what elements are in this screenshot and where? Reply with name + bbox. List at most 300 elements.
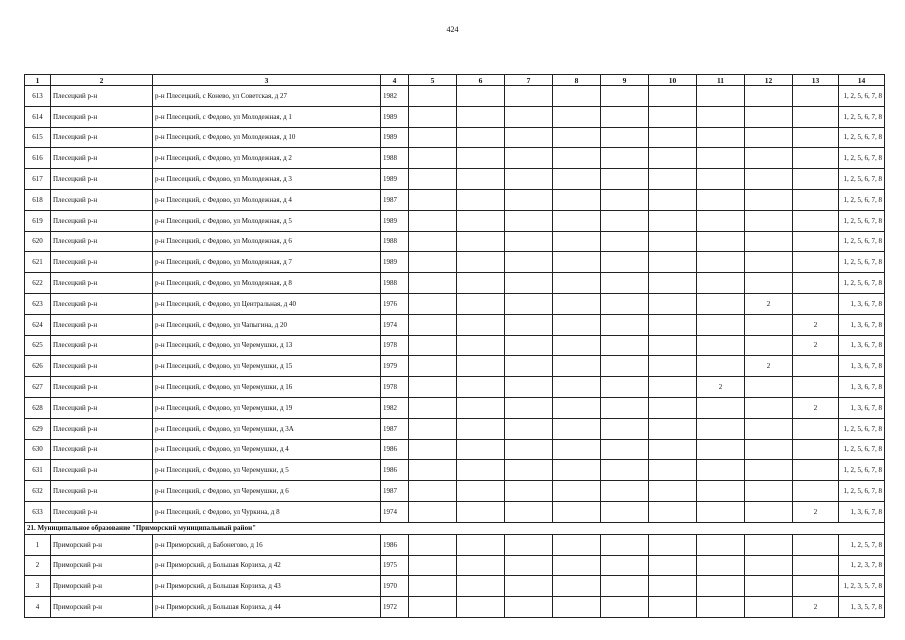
col-11-cell xyxy=(697,335,745,356)
col-14-cell: 1, 2, 5, 6, 7, 8 xyxy=(839,439,885,460)
empty-cell-col-9 xyxy=(601,460,649,481)
row-number-cell: 4 xyxy=(25,597,51,618)
col-13-cell xyxy=(793,377,839,398)
empty-cell-col-10 xyxy=(649,293,697,314)
address-cell: р-н Плесецкий, с Федово, ул Молодежная, д 6 xyxy=(153,231,381,252)
empty-cell-col-10 xyxy=(649,377,697,398)
col-11-cell xyxy=(697,576,745,597)
empty-cell-col-6 xyxy=(457,86,505,107)
year-cell: 1988 xyxy=(381,273,409,294)
address-cell: р-н Плесецкий, с Федово, ул Черемушки, д 6 xyxy=(153,481,381,502)
col-14-cell: 1, 2, 5, 6, 7, 8 xyxy=(839,106,885,127)
address-cell: р-н Плесецкий, с Федово, ул Черемушки, д 19 xyxy=(153,397,381,418)
empty-cell-col-10 xyxy=(649,356,697,377)
district-cell: Плесецкий р-н xyxy=(51,397,153,418)
empty-cell-col-9 xyxy=(601,210,649,231)
address-cell: р-н Приморский, д Большая Корзиха, д 42 xyxy=(153,555,381,576)
col-11-cell xyxy=(697,314,745,335)
empty-cell-col-7 xyxy=(505,127,553,148)
district-cell: Плесецкий р-н xyxy=(51,356,153,377)
empty-cell-col-8 xyxy=(553,148,601,169)
empty-cell-col-7 xyxy=(505,534,553,555)
empty-cell-col-7 xyxy=(505,169,553,190)
table-row xyxy=(25,127,885,148)
col-14-cell: 1, 2, 5, 6, 7, 8 xyxy=(839,127,885,148)
table-row xyxy=(25,377,885,398)
col-11-cell xyxy=(697,481,745,502)
empty-cell-col-8 xyxy=(553,252,601,273)
empty-cell-col-6 xyxy=(457,460,505,481)
empty-cell-col-9 xyxy=(601,148,649,169)
empty-cell-col-6 xyxy=(457,555,505,576)
empty-cell-col-5 xyxy=(409,377,457,398)
col-14-cell: 1, 2, 5, 7, 8 xyxy=(839,534,885,555)
empty-cell-col-9 xyxy=(601,377,649,398)
empty-cell-col-5 xyxy=(409,231,457,252)
empty-cell-col-6 xyxy=(457,356,505,377)
row-number-cell: 621 xyxy=(25,252,51,273)
col-12-cell: 2 xyxy=(745,293,793,314)
empty-cell-col-10 xyxy=(649,314,697,335)
empty-cell-col-5 xyxy=(409,576,457,597)
col-14-cell: 1, 3, 6, 7, 8 xyxy=(839,397,885,418)
address-cell: р-н Плесецкий, с Федово, ул Молодежная, д 3 xyxy=(153,169,381,190)
column-header-10: 10 xyxy=(649,75,697,86)
row-number-cell: 618 xyxy=(25,189,51,210)
district-cell: Плесецкий р-н xyxy=(51,127,153,148)
col-14-cell: 1, 3, 6, 7, 8 xyxy=(839,293,885,314)
col-14-cell: 1, 3, 5, 7, 8 xyxy=(839,597,885,618)
empty-cell-col-9 xyxy=(601,86,649,107)
empty-cell-col-9 xyxy=(601,481,649,502)
column-header-13: 13 xyxy=(793,75,839,86)
column-header-5: 5 xyxy=(409,75,457,86)
row-number-cell: 630 xyxy=(25,439,51,460)
empty-cell-col-10 xyxy=(649,576,697,597)
empty-cell-col-8 xyxy=(553,169,601,190)
col-13-cell xyxy=(793,127,839,148)
empty-cell-col-10 xyxy=(649,127,697,148)
district-cell: Приморский р-н xyxy=(51,555,153,576)
col-13-cell xyxy=(793,576,839,597)
empty-cell-col-6 xyxy=(457,597,505,618)
address-cell: р-н Плесецкий, с Федово, ул Молодежная, д 7 xyxy=(153,252,381,273)
empty-cell-col-10 xyxy=(649,534,697,555)
district-cell: Плесецкий р-н xyxy=(51,148,153,169)
table-row xyxy=(25,210,885,231)
empty-cell-col-5 xyxy=(409,106,457,127)
table-row xyxy=(25,293,885,314)
empty-cell-col-9 xyxy=(601,127,649,148)
empty-cell-col-7 xyxy=(505,439,553,460)
empty-cell-col-10 xyxy=(649,481,697,502)
year-cell: 1987 xyxy=(381,481,409,502)
row-number-cell: 617 xyxy=(25,169,51,190)
column-number-header-row xyxy=(25,75,885,86)
address-cell: р-н Плесецкий, с Федово, ул Черемушки, д 15 xyxy=(153,356,381,377)
address-cell: р-н Приморский, д Большая Корзиха, д 43 xyxy=(153,576,381,597)
col-13-cell xyxy=(793,439,839,460)
empty-cell-col-8 xyxy=(553,273,601,294)
col-14-cell: 1, 2, 5, 6, 7, 8 xyxy=(839,169,885,190)
year-cell: 1982 xyxy=(381,86,409,107)
column-header-11: 11 xyxy=(697,75,745,86)
empty-cell-col-5 xyxy=(409,293,457,314)
col-13-cell: 2 xyxy=(793,397,839,418)
empty-cell-col-8 xyxy=(553,534,601,555)
empty-cell-col-8 xyxy=(553,189,601,210)
empty-cell-col-9 xyxy=(601,252,649,273)
col-14-cell: 1, 3, 6, 7, 8 xyxy=(839,356,885,377)
column-header-2: 2 xyxy=(51,75,153,86)
year-cell: 1972 xyxy=(381,597,409,618)
empty-cell-col-6 xyxy=(457,252,505,273)
table-row xyxy=(25,439,885,460)
empty-cell-col-7 xyxy=(505,418,553,439)
year-cell: 1989 xyxy=(381,106,409,127)
empty-cell-col-5 xyxy=(409,86,457,107)
empty-cell-col-7 xyxy=(505,377,553,398)
column-header-12: 12 xyxy=(745,75,793,86)
empty-cell-col-10 xyxy=(649,555,697,576)
empty-cell-col-8 xyxy=(553,501,601,522)
column-header-7: 7 xyxy=(505,75,553,86)
empty-cell-col-6 xyxy=(457,231,505,252)
empty-cell-col-9 xyxy=(601,169,649,190)
col-14-cell: 1, 3, 6, 7, 8 xyxy=(839,377,885,398)
address-cell: р-н Плесецкий, с Федово, ул Молодежная, д 2 xyxy=(153,148,381,169)
col-13-cell xyxy=(793,169,839,190)
col-14-cell: 1, 2, 5, 6, 7, 8 xyxy=(839,210,885,231)
empty-cell-col-8 xyxy=(553,86,601,107)
row-number-cell: 1 xyxy=(25,534,51,555)
empty-cell-col-5 xyxy=(409,534,457,555)
address-cell: р-н Плесецкий, с Федово, ул Молодежная, д 8 xyxy=(153,273,381,294)
empty-cell-col-6 xyxy=(457,397,505,418)
column-header-8: 8 xyxy=(553,75,601,86)
empty-cell-col-5 xyxy=(409,169,457,190)
year-cell: 1988 xyxy=(381,148,409,169)
address-cell: р-н Плесецкий, с Федово, ул Молодежная, д 1 xyxy=(153,106,381,127)
col-11-cell xyxy=(697,273,745,294)
empty-cell-col-10 xyxy=(649,439,697,460)
col-12-cell xyxy=(745,273,793,294)
district-cell: Плесецкий р-н xyxy=(51,293,153,314)
empty-cell-col-7 xyxy=(505,501,553,522)
year-cell: 1989 xyxy=(381,252,409,273)
empty-cell-col-5 xyxy=(409,356,457,377)
empty-cell-col-5 xyxy=(409,481,457,502)
address-cell: р-н Плесецкий, с Федово, ул Чуркина, д 8 xyxy=(153,501,381,522)
row-number-cell: 620 xyxy=(25,231,51,252)
col-12-cell xyxy=(745,597,793,618)
empty-cell-col-5 xyxy=(409,273,457,294)
col-12-cell xyxy=(745,460,793,481)
col-14-cell: 1, 2, 5, 6, 7, 8 xyxy=(839,273,885,294)
year-cell: 1986 xyxy=(381,534,409,555)
empty-cell-col-7 xyxy=(505,273,553,294)
table-row xyxy=(25,252,885,273)
empty-cell-col-8 xyxy=(553,293,601,314)
empty-cell-col-7 xyxy=(505,314,553,335)
col-12-cell xyxy=(745,377,793,398)
empty-cell-col-5 xyxy=(409,439,457,460)
col-11-cell xyxy=(697,210,745,231)
empty-cell-col-10 xyxy=(649,210,697,231)
table-row xyxy=(25,356,885,377)
row-number-cell: 614 xyxy=(25,106,51,127)
col-12-cell xyxy=(745,127,793,148)
table-row xyxy=(25,555,885,576)
col-11-cell xyxy=(697,106,745,127)
col-11-cell xyxy=(697,169,745,190)
empty-cell-col-7 xyxy=(505,106,553,127)
col-13-cell xyxy=(793,555,839,576)
col-13-cell xyxy=(793,86,839,107)
address-cell: р-н Плесецкий, с Федово, ул Молодежная, д 4 xyxy=(153,189,381,210)
col-12-cell xyxy=(745,86,793,107)
row-number-cell: 627 xyxy=(25,377,51,398)
col-11-cell xyxy=(697,439,745,460)
year-cell: 1976 xyxy=(381,293,409,314)
empty-cell-col-7 xyxy=(505,189,553,210)
empty-cell-col-9 xyxy=(601,314,649,335)
table-row xyxy=(25,397,885,418)
empty-cell-col-8 xyxy=(553,314,601,335)
empty-cell-col-9 xyxy=(601,501,649,522)
col-11-cell xyxy=(697,86,745,107)
empty-cell-col-6 xyxy=(457,534,505,555)
col-12-cell xyxy=(745,481,793,502)
col-13-cell xyxy=(793,273,839,294)
table-body xyxy=(25,86,885,618)
empty-cell-col-7 xyxy=(505,481,553,502)
column-header-6: 6 xyxy=(457,75,505,86)
column-header-14: 14 xyxy=(839,75,885,86)
table-row xyxy=(25,273,885,294)
empty-cell-col-10 xyxy=(649,252,697,273)
row-number-cell: 625 xyxy=(25,335,51,356)
empty-cell-col-7 xyxy=(505,210,553,231)
empty-cell-col-6 xyxy=(457,169,505,190)
empty-cell-col-8 xyxy=(553,439,601,460)
col-13-cell xyxy=(793,252,839,273)
col-11-cell xyxy=(697,460,745,481)
empty-cell-col-5 xyxy=(409,189,457,210)
empty-cell-col-7 xyxy=(505,576,553,597)
table-row xyxy=(25,106,885,127)
column-header-1: 1 xyxy=(25,75,51,86)
empty-cell-col-9 xyxy=(601,439,649,460)
col-11-cell xyxy=(697,597,745,618)
col-12-cell xyxy=(745,534,793,555)
address-cell: р-н Приморский, д Бабонегово, д 16 xyxy=(153,534,381,555)
empty-cell-col-5 xyxy=(409,397,457,418)
empty-cell-col-8 xyxy=(553,356,601,377)
year-cell: 1970 xyxy=(381,576,409,597)
district-cell: Плесецкий р-н xyxy=(51,106,153,127)
district-cell: Плесецкий р-н xyxy=(51,481,153,502)
col-13-cell xyxy=(793,534,839,555)
col-12-cell xyxy=(745,148,793,169)
section-title: 21. Муниципальное образование "Приморский муниципальный район" xyxy=(25,522,885,534)
col-14-cell: 1, 2, 3, 5, 7, 8 xyxy=(839,576,885,597)
address-cell: р-н Плесецкий, с Федово, ул Центральная, д 40 xyxy=(153,293,381,314)
empty-cell-col-9 xyxy=(601,576,649,597)
col-12-cell xyxy=(745,106,793,127)
empty-cell-col-5 xyxy=(409,418,457,439)
col-13-cell: 2 xyxy=(793,314,839,335)
row-number-cell: 629 xyxy=(25,418,51,439)
year-cell: 1987 xyxy=(381,418,409,439)
district-cell: Плесецкий р-н xyxy=(51,273,153,294)
empty-cell-col-5 xyxy=(409,127,457,148)
empty-cell-col-5 xyxy=(409,597,457,618)
empty-cell-col-6 xyxy=(457,189,505,210)
empty-cell-col-6 xyxy=(457,293,505,314)
year-cell: 1979 xyxy=(381,356,409,377)
empty-cell-col-8 xyxy=(553,127,601,148)
empty-cell-col-10 xyxy=(649,169,697,190)
district-cell: Плесецкий р-н xyxy=(51,314,153,335)
col-12-cell xyxy=(745,252,793,273)
col-12-cell: 2 xyxy=(745,356,793,377)
address-cell: р-н Плесецкий, с Федово, ул Черемушки, д 4 xyxy=(153,439,381,460)
col-11-cell xyxy=(697,252,745,273)
year-cell: 1986 xyxy=(381,439,409,460)
row-number-cell: 622 xyxy=(25,273,51,294)
empty-cell-col-10 xyxy=(649,418,697,439)
empty-cell-col-8 xyxy=(553,106,601,127)
column-header-4: 4 xyxy=(381,75,409,86)
col-14-cell: 1, 2, 5, 6, 7, 8 xyxy=(839,481,885,502)
col-11-cell xyxy=(697,418,745,439)
empty-cell-col-10 xyxy=(649,460,697,481)
row-number-cell: 633 xyxy=(25,501,51,522)
district-cell: Плесецкий р-н xyxy=(51,252,153,273)
row-number-cell: 626 xyxy=(25,356,51,377)
empty-cell-col-8 xyxy=(553,335,601,356)
col-11-cell xyxy=(697,356,745,377)
col-13-cell xyxy=(793,210,839,231)
table-row xyxy=(25,86,885,107)
col-14-cell: 1, 2, 5, 6, 7, 8 xyxy=(839,252,885,273)
empty-cell-col-5 xyxy=(409,555,457,576)
address-cell: р-н Плесецкий, с Федово, ул Молодежная, д 10 xyxy=(153,127,381,148)
empty-cell-col-8 xyxy=(553,231,601,252)
district-cell: Плесецкий р-н xyxy=(51,460,153,481)
empty-cell-col-6 xyxy=(457,418,505,439)
district-cell: Приморский р-н xyxy=(51,576,153,597)
empty-cell-col-5 xyxy=(409,210,457,231)
empty-cell-col-10 xyxy=(649,397,697,418)
empty-cell-col-7 xyxy=(505,293,553,314)
table-row xyxy=(25,189,885,210)
address-cell: р-н Плесецкий, с Федово, ул Черемушки, д 13 xyxy=(153,335,381,356)
col-14-cell: 1, 2, 5, 6, 7, 8 xyxy=(839,189,885,210)
row-number-cell: 616 xyxy=(25,148,51,169)
year-cell: 1975 xyxy=(381,555,409,576)
col-13-cell xyxy=(793,293,839,314)
district-cell: Плесецкий р-н xyxy=(51,377,153,398)
district-cell: Приморский р-н xyxy=(51,534,153,555)
empty-cell-col-10 xyxy=(649,106,697,127)
year-cell: 1988 xyxy=(381,231,409,252)
empty-cell-col-7 xyxy=(505,555,553,576)
empty-cell-col-6 xyxy=(457,377,505,398)
col-14-cell: 1, 2, 5, 6, 7, 8 xyxy=(839,231,885,252)
address-cell: р-н Плесецкий, с Федово, ул Чапыгина, д 20 xyxy=(153,314,381,335)
district-cell: Плесецкий р-н xyxy=(51,210,153,231)
empty-cell-col-10 xyxy=(649,597,697,618)
empty-cell-col-9 xyxy=(601,106,649,127)
col-13-cell xyxy=(793,481,839,502)
col-12-cell xyxy=(745,169,793,190)
row-number-cell: 613 xyxy=(25,86,51,107)
table-row xyxy=(25,314,885,335)
col-14-cell: 1, 2, 3, 7, 8 xyxy=(839,555,885,576)
col-11-cell xyxy=(697,127,745,148)
district-cell: Плесецкий р-н xyxy=(51,418,153,439)
address-cell: р-н Плесецкий, с Конево, ул Советская, д 27 xyxy=(153,86,381,107)
year-cell: 1974 xyxy=(381,501,409,522)
col-13-cell xyxy=(793,418,839,439)
col-14-cell: 1, 2, 5, 6, 7, 8 xyxy=(839,148,885,169)
table-row xyxy=(25,576,885,597)
empty-cell-col-7 xyxy=(505,397,553,418)
empty-cell-col-9 xyxy=(601,397,649,418)
empty-cell-col-8 xyxy=(553,397,601,418)
empty-cell-col-8 xyxy=(553,377,601,398)
col-12-cell xyxy=(745,555,793,576)
row-number-cell: 623 xyxy=(25,293,51,314)
empty-cell-col-7 xyxy=(505,252,553,273)
row-number-cell: 2 xyxy=(25,555,51,576)
col-14-cell: 1, 3, 6, 7, 8 xyxy=(839,501,885,522)
empty-cell-col-8 xyxy=(553,597,601,618)
address-cell: р-н Плесецкий, с Федово, ул Черемушки, д 16 xyxy=(153,377,381,398)
empty-cell-col-5 xyxy=(409,314,457,335)
empty-cell-col-6 xyxy=(457,106,505,127)
empty-cell-col-8 xyxy=(553,418,601,439)
col-13-cell xyxy=(793,231,839,252)
empty-cell-col-7 xyxy=(505,356,553,377)
empty-cell-col-8 xyxy=(553,210,601,231)
district-cell: Плесецкий р-н xyxy=(51,169,153,190)
empty-cell-col-8 xyxy=(553,555,601,576)
col-12-cell xyxy=(745,314,793,335)
col-11-cell xyxy=(697,555,745,576)
empty-cell-col-9 xyxy=(601,293,649,314)
empty-cell-col-9 xyxy=(601,597,649,618)
col-11-cell xyxy=(697,534,745,555)
address-cell: р-н Плесецкий, с Федово, ул Черемушки, д 5 xyxy=(153,460,381,481)
empty-cell-col-9 xyxy=(601,418,649,439)
empty-cell-col-7 xyxy=(505,148,553,169)
empty-cell-col-9 xyxy=(601,555,649,576)
empty-cell-col-8 xyxy=(553,460,601,481)
empty-cell-col-5 xyxy=(409,148,457,169)
table-row xyxy=(25,335,885,356)
row-number-cell: 632 xyxy=(25,481,51,502)
col-14-cell: 1, 3, 6, 7, 8 xyxy=(839,335,885,356)
district-cell: Плесецкий р-н xyxy=(51,335,153,356)
empty-cell-col-6 xyxy=(457,335,505,356)
empty-cell-col-9 xyxy=(601,231,649,252)
empty-cell-col-9 xyxy=(601,356,649,377)
empty-cell-col-7 xyxy=(505,335,553,356)
table-row xyxy=(25,501,885,522)
